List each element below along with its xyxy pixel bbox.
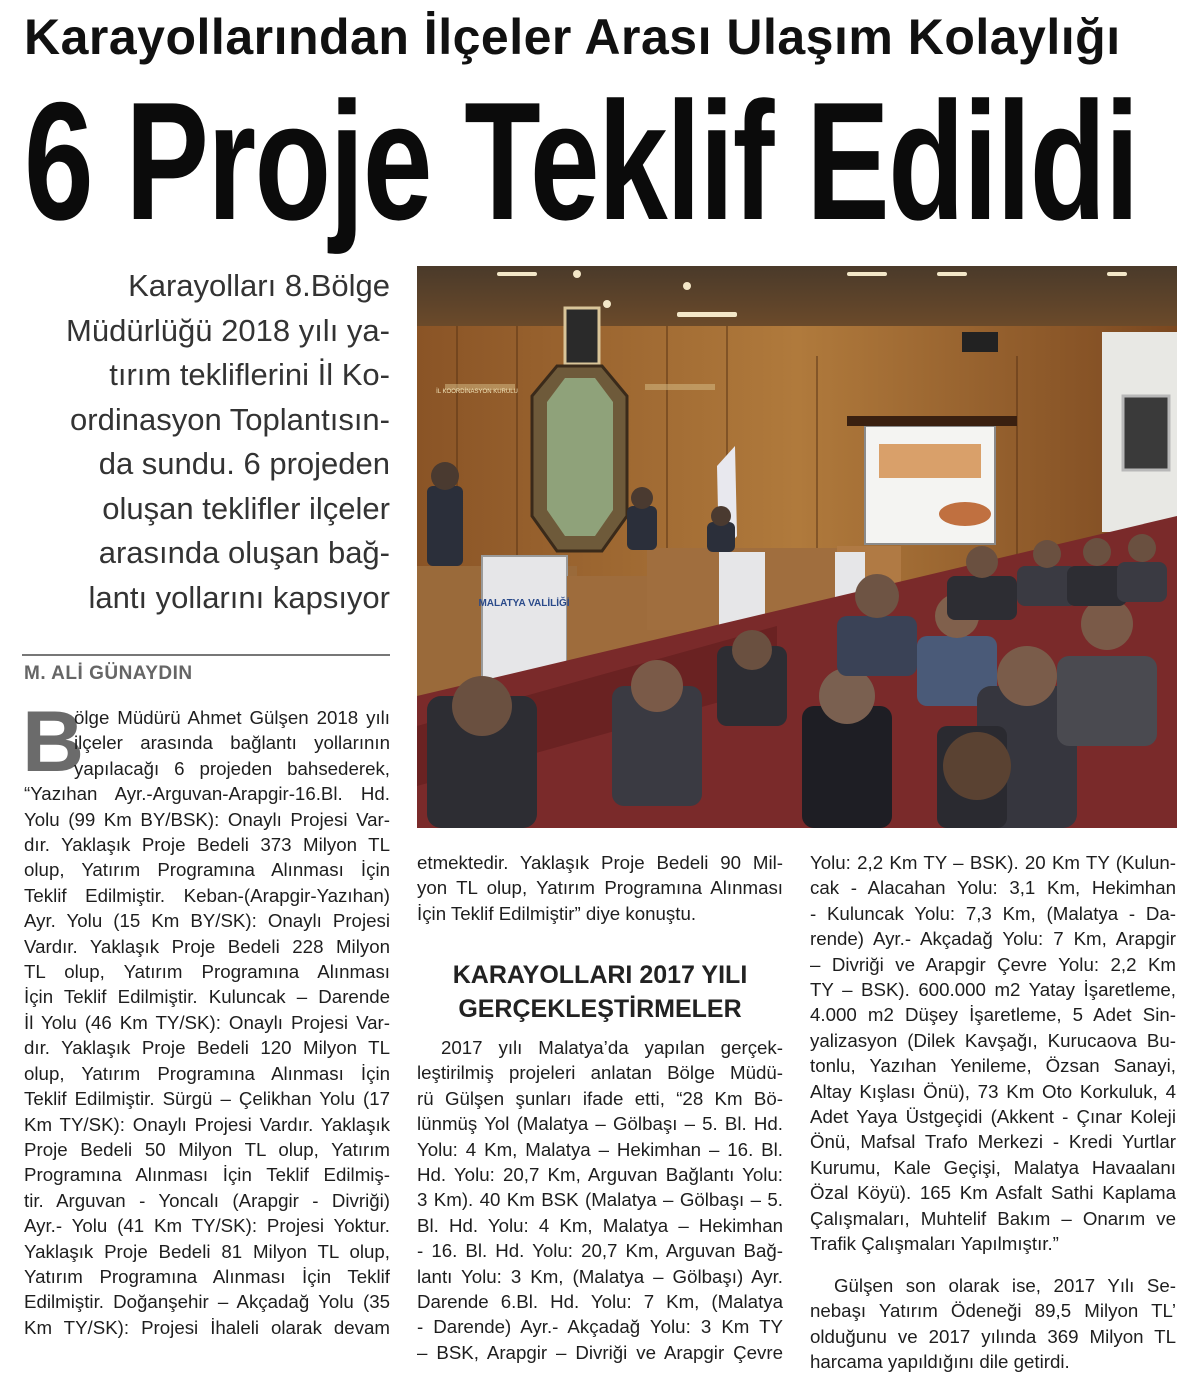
text-line: dır. Yaklaşık Proje Bedeli 373 Milyon TL <box>24 834 390 856</box>
body-column-2-bottom <box>417 1035 783 1365</box>
text-line: rü Gülşen şunları ifade etti, “28 Km Bö- <box>417 1087 783 1109</box>
text-line: Km TY/SK): Onaylı Projesi Vardır. Yaklaşık <box>24 1113 390 1135</box>
text-line: yon TL olup, Yatırım Programına Alınması <box>417 877 783 899</box>
text-line: 4.000 m2 Düşey İşaretleme, 5 Adet Sin- <box>810 1004 1176 1026</box>
text-line: Teklif Edilmiştir. Sürgü – Çelikhan Yolu (17 <box>24 1088 390 1110</box>
text-line: 3 Km). 40 Km BSK (Malatya – Gölbaşı – 5. <box>417 1189 783 1211</box>
text-line: etmektedir. Yaklaşık Proje Bedeli 90 Mil- <box>417 852 783 873</box>
lede-line: Müdürlüğü 2018 yılı ya- <box>66 312 390 348</box>
lede-line: ordinasyon Toplantısın- <box>70 401 390 437</box>
wall-label: İL KOORDİNASYON KURULU <box>436 389 518 395</box>
text-line: TL olup, Yatırım Programına Alınması <box>24 961 390 983</box>
text-line: - Darende) Ayr.- Akçadağ Yolu: 3 Km TY <box>417 1316 783 1338</box>
text-line: İl Yolu (46 Km TY/SK): Onaylı Projesi Var- <box>24 1011 390 1033</box>
text-line: tonlu, Yazıhan Yenileme, Özsan Sanayi, <box>810 1055 1176 1077</box>
text-line: nebaşı Yatırım Ödeneği 89,5 Milyon TL’ <box>810 1300 1176 1322</box>
text-line: Altay Kışlası Önü), 73 Km Oto Korkuluk, 4 <box>810 1080 1176 1102</box>
text-line: tir. Arguvan - Yoncalı (Arapgir - Divriği) <box>24 1189 390 1211</box>
text-line: Ayr. Yolu (15 Km BY/SK): Onaylı Projesi <box>24 910 390 932</box>
body-column-2-top <box>417 850 783 926</box>
text-line: yalizasyon (Dilek Kavşağı, Kurucaova Bu- <box>810 1029 1176 1051</box>
text-line: Çalışmaları, Muhtelif Bakım – Onarım ve <box>810 1207 1176 1229</box>
text-line: Gülşen son olarak ise, 2017 Yılı Se- <box>834 1275 1176 1296</box>
text-line: Trafik Çalışmaları Yapılmıştır.” <box>810 1233 1059 1255</box>
kicker-headline: Karayollarından İlçeler Arası Ulaşım Kolaylığı <box>24 9 1121 65</box>
text-line: İçin Teklif Edilmiştir. Kuluncak – Darende <box>24 986 390 1008</box>
byline-divider <box>22 654 390 656</box>
text-line: Programına Alınması İçin Teklif Edilmiş- <box>24 1164 390 1186</box>
text-line: Yaklaşık Proje Bedeli 81 Milyon TL olup, <box>24 1240 390 1262</box>
text-line: Ayr.- Yolu (41 Km TY/SK): Projesi Yoktur. <box>24 1215 390 1237</box>
text-line: lantı Yolu: 3 Km, (Malatya – Gölbaşı) Ayr. <box>417 1265 783 1287</box>
text-line: Yolu: 2,2 Km TY – BSK). 20 Km TY (Kulun- <box>810 852 1176 873</box>
text-line: Yatırım Programına Alınması İçin Teklif <box>24 1265 390 1287</box>
byline-author: M. ALİ GÜNAYDIN <box>24 663 193 684</box>
section-subhead <box>417 958 783 1026</box>
text-line: 2017 yılı Malatya’da yapılan gerçek- <box>441 1037 783 1058</box>
lede-line: tırım tekliflerini İl Ko- <box>109 357 390 392</box>
text-line: - Kuluncak Yolu: 7,3 Km, (Malatya - Da- <box>810 902 1176 924</box>
text-line: Hd. Yolu: 20,7 Km, Arguvan Bağlantı Yolu: <box>417 1164 783 1186</box>
text-line: Kurumu, Kale Geçişi, Malatya Havaalanı <box>810 1156 1176 1178</box>
lede-summary <box>22 264 390 620</box>
text-line: Yolu: 4 Km, Malatya – Hekimhan – 16. Bl. <box>417 1138 783 1160</box>
main-headline: 6 Proje Teklif Edildi <box>24 67 1138 255</box>
lede-line: da sundu. 6 projeden <box>98 446 390 481</box>
text-line: lünmüş Yol (Malatya – Gölbaşı – 5. Bl. Hd. <box>417 1113 783 1135</box>
text-line: Adet Yaya Üstgeçidi (Akkent - Çınar Koleji <box>810 1106 1176 1128</box>
text-line: Teklif Edilmiştir. Keban-(Arapgir-Yazıhan) <box>24 884 390 906</box>
lede-line: oluşan teklifler ilçeler <box>102 490 390 526</box>
text-line: dır. Yaklaşık Proje Bedeli 120 Milyon TL <box>24 1037 390 1059</box>
text-line: Vardır. Yaklaşık Proje Bedeli 228 Milyon <box>24 935 390 957</box>
drop-cap: B <box>22 694 85 790</box>
lede-line: arasında oluşan bağ- <box>98 535 390 570</box>
text-line: harcama yapıldığını dile getirdi. <box>810 1351 1070 1373</box>
text-line: Yolu (99 Km BY/BSK): Onaylı Projesi Var- <box>24 808 390 830</box>
text-line: “Yazıhan Ayr.-Arguvan-Arapgir-16.Bl. Hd. <box>24 783 390 805</box>
text-line: yapılacağı 6 projeden bahsederek, <box>74 757 390 779</box>
body-column-3-bottom <box>810 1273 1176 1375</box>
lede-line: Karayolları 8.Bölge <box>128 268 390 303</box>
subhead-line-2: GERÇEKLEŞTİRMELER <box>458 995 742 1023</box>
body-column-3-top <box>810 850 1176 1257</box>
text-line: cak - Alacahan Yolu: 3,1 Km, Hekimhan <box>810 877 1176 899</box>
text-line: olduğunu ve 2017 yılında 369 Milyon TL <box>810 1325 1176 1347</box>
text-line: Önü, Mafsal Trafo Merkezi - Kredi Yurtlar <box>810 1131 1176 1153</box>
text-line: leştirilmiş projeleri anlatan Bölge Müdü- <box>417 1062 783 1084</box>
text-line: – Divriği ve Arapgir Çevre Yolu: 2,2 Km <box>810 953 1176 975</box>
text-line: Darende 6.Bl. Hd. Yolu: 7 Km, (Malatya <box>417 1291 783 1313</box>
text-line: ölge Müdürü Ahmet Gülşen 2018 yılı <box>74 707 390 728</box>
text-line: Bl. Hd. Yolu: 4 Km, Malatya – Hekimhan <box>417 1214 783 1236</box>
meeting-photo <box>417 266 1177 828</box>
text-line: rende) Ayr.- Akçadağ Yolu: 7 Km, Arapgir <box>810 928 1176 950</box>
text-line: – BSK, Arapgir – Divriği ve Arapgir Çevre <box>417 1341 783 1363</box>
text-line: - 16. Bl. Hd. Yolu: 20,7 Km, Arguvan Bağ- <box>417 1240 783 1262</box>
text-line: Edilmiştir. Doğanşehir – Akçadağ Yolu (35 <box>24 1291 390 1313</box>
text-line: Özal Köyü). 165 Km Asfalt Sathi Kaplama <box>810 1182 1176 1204</box>
text-line: TY – BSK). 600.000 m2 Yatay İşaretleme, <box>810 979 1176 1001</box>
lede-line: lantı yollarını kapsıyor <box>88 579 390 615</box>
text-line: olup, Yatırım Programına Alınması İçin <box>24 859 390 881</box>
text-line: olup, Yatırım Programına Alınması İçin <box>24 1062 390 1084</box>
text-line: Km TY/SK): Projesi İhaleli olarak devam <box>24 1316 390 1338</box>
podium-label: MALATYA VALİLİĞİ <box>478 598 570 609</box>
subhead-line-1: KARAYOLLARI 2017 YILI <box>452 961 748 989</box>
body-column-1 <box>24 705 390 1340</box>
text-line: İçin Teklif Edilmiştir” diye konuştu. <box>417 902 697 924</box>
text-line: Proje Bedeli 50 Milyon TL olup, Yatırım <box>24 1138 390 1160</box>
text-line: ilçeler arasında bağlantı yollarının <box>74 732 390 754</box>
